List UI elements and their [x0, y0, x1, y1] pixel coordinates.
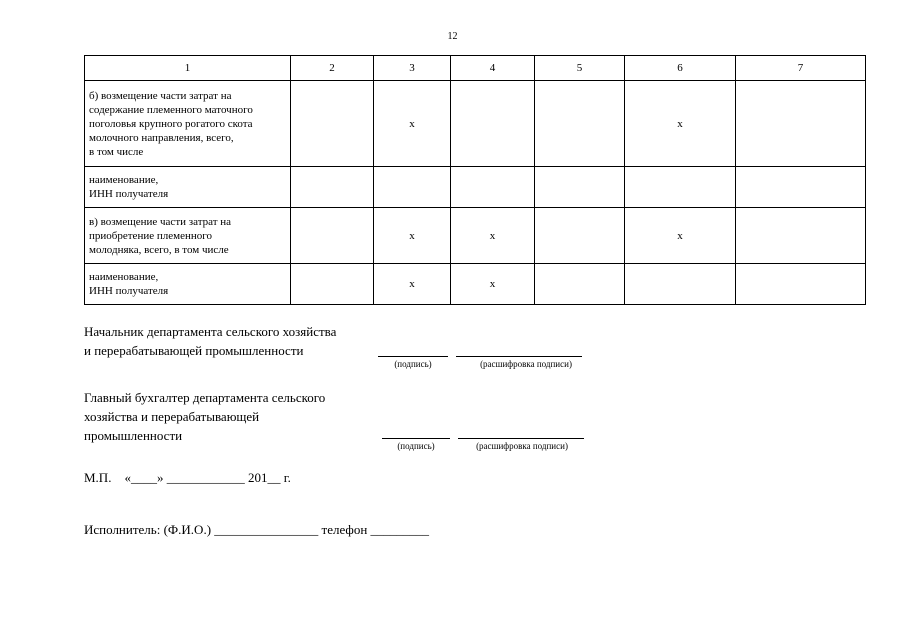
row-label: наименование, ИНН получателя — [85, 264, 291, 305]
header-cell: 4 — [451, 56, 535, 81]
table-cell — [451, 81, 535, 167]
accountant-signature-line — [382, 438, 450, 439]
header-cell: 3 — [374, 56, 451, 81]
table-row — [85, 264, 866, 305]
table-cell — [451, 167, 535, 208]
table-row — [85, 81, 866, 167]
table-cell — [291, 81, 374, 167]
table-header-row — [85, 56, 866, 81]
table-cell — [736, 208, 866, 264]
row-label: б) возмещение части затрат на содержание племенного маточного поголовья крупного рогатого скота молочного направления, всего, в том числе — [85, 81, 291, 167]
table-cell: х — [374, 264, 451, 305]
head-decode-line — [456, 356, 582, 357]
table-cell: х — [625, 208, 736, 264]
table-cell — [291, 208, 374, 264]
table-cell — [736, 264, 866, 305]
table-cell — [535, 208, 625, 264]
table-cell — [535, 81, 625, 167]
table-cell — [736, 167, 866, 208]
report-table — [84, 55, 866, 305]
accountant-signature-title: Главный бухгалтер департамента сельского хозяйства и перерабатывающей промышленности — [84, 390, 326, 443]
header-cell: 7 — [736, 56, 866, 81]
header-cell: 2 — [291, 56, 374, 81]
row-label: наименование, ИНН получателя — [85, 167, 291, 208]
header-cell: 5 — [535, 56, 625, 81]
header-cell: 1 — [85, 56, 291, 81]
table-row — [85, 167, 866, 208]
table-cell — [535, 264, 625, 305]
page-number: 12 — [447, 31, 458, 42]
row-label: в) возмещение части затрат на приобретение племенного молодняка, всего, в том числе — [85, 208, 291, 264]
table-cell — [291, 167, 374, 208]
stamp-date-line: М.П. «____» ____________ 201__ г. — [84, 470, 291, 485]
table-cell: х — [451, 264, 535, 305]
table-cell — [291, 264, 374, 305]
executor-line: Исполнитель: (Ф.И.О.) ________________ телефон _________ — [84, 522, 430, 537]
head-signature-line — [378, 356, 448, 357]
table-cell: х — [451, 208, 535, 264]
table-cell — [625, 264, 736, 305]
table-cell — [374, 167, 451, 208]
table-cell: х — [625, 81, 736, 167]
head-sign-caption: (подпись) — [394, 359, 432, 369]
table-cell — [625, 167, 736, 208]
table-cell — [535, 167, 625, 208]
header-cell: 6 — [625, 56, 736, 81]
head-signature-title: Начальник департамента сельского хозяйства и перерабатывающей промышленности — [84, 324, 337, 358]
table-cell: х — [374, 81, 451, 167]
accountant-decode-caption: (расшифровка подписи) — [476, 441, 568, 451]
head-decode-caption: (расшифровка подписи) — [480, 359, 572, 369]
table-cell: х — [374, 208, 451, 264]
table-cell — [736, 81, 866, 167]
accountant-sign-caption: (подпись) — [397, 441, 435, 451]
table-row — [85, 208, 866, 264]
accountant-decode-line — [458, 438, 584, 439]
